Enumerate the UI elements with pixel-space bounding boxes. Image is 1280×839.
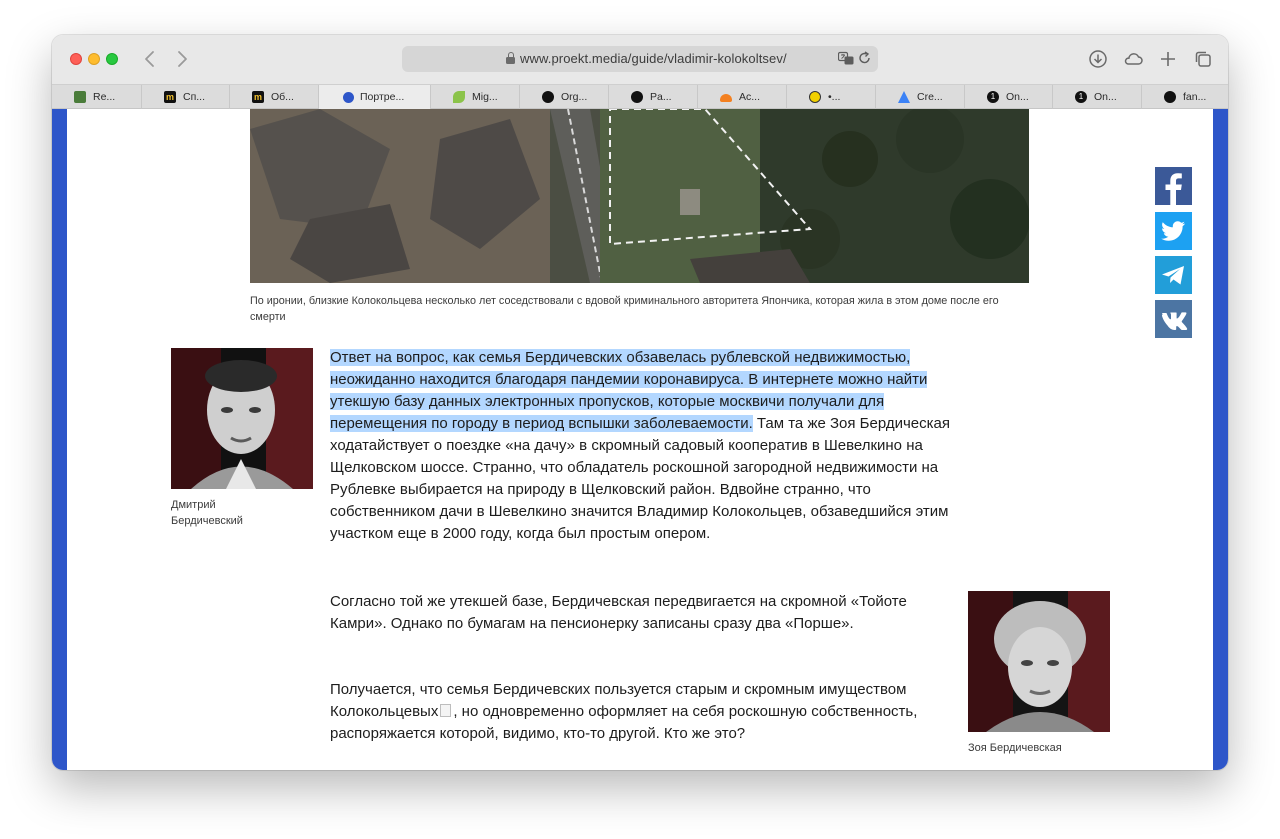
close-window-button[interactable]: [70, 53, 82, 65]
tab-bar: [52, 84, 1228, 109]
smile-favicon-icon: [809, 91, 821, 103]
greenish-favicon-icon: [74, 91, 86, 103]
browser-toolbar: [52, 35, 1228, 84]
tab-10[interactable]: Cre...: [875, 85, 964, 109]
chevron-right-icon: [170, 47, 194, 71]
lock-icon: [506, 52, 515, 64]
cloud-favicon-icon: [720, 94, 732, 102]
site-left-border: [52, 109, 67, 770]
twitter-icon: [1155, 212, 1192, 250]
github-icon: [1164, 91, 1176, 103]
chevron-left-icon: [138, 47, 162, 71]
portrait1-caption: Дмитрий Бердичевский: [171, 499, 243, 527]
tab-overview-icon[interactable]: [1192, 48, 1214, 70]
tab-3[interactable]: m Об...: [229, 85, 318, 109]
address-bar[interactable]: [402, 46, 878, 72]
tab-7[interactable]: Pa...: [608, 85, 697, 109]
tab-1[interactable]: Re...: [52, 85, 141, 109]
facebook-icon: [1155, 167, 1192, 205]
image-caption: По иронии, близкие Колокольцева несколько лет соседствовали с вдовой криминального авторитета Япончика, которая жила в этом доме после его смерти: [250, 295, 999, 323]
vk-icon: [1155, 300, 1192, 338]
twitter-share-button[interactable]: [1155, 212, 1192, 250]
vk-share-button[interactable]: [1155, 300, 1192, 338]
zoom-window-button[interactable]: [106, 53, 118, 65]
downloads-icon[interactable]: [1087, 48, 1109, 70]
portrait-zoya-berdichevskaya: [968, 591, 1110, 732]
tab-8[interactable]: Ac...: [697, 85, 786, 109]
blue-dot-favicon-icon: [343, 92, 354, 103]
tab-12[interactable]: 1 On...: [1052, 85, 1141, 109]
back-button[interactable]: [138, 47, 162, 71]
one-favicon-icon: 1: [987, 91, 999, 103]
tab-13[interactable]: fan...: [1141, 85, 1228, 109]
tab-6[interactable]: Org...: [519, 85, 608, 109]
tab-4-active[interactable]: Портре...: [318, 85, 430, 109]
tab-9[interactable]: •...: [786, 85, 875, 109]
m-favicon-icon: m: [253, 92, 262, 102]
forward-button[interactable]: [170, 47, 194, 71]
leaf-favicon-icon: [453, 91, 465, 103]
github-icon: [542, 91, 554, 103]
github-icon: [631, 91, 643, 103]
tab-11[interactable]: 1 On...: [964, 85, 1052, 109]
article-paragraph-2: Согласно той же утекшей базе, Бердичевская передвигается на скромной «Тойоте Камри». Однако по бумагам на пенсионерку записаны сразу два «Порше».: [330, 593, 907, 632]
site-right-border: [1213, 109, 1228, 770]
portrait-dmitry-berdichevsky: [171, 348, 313, 489]
triangle-favicon-icon: [898, 91, 910, 103]
m-favicon-icon: m: [165, 92, 174, 102]
reload-icon[interactable]: [858, 49, 872, 67]
tab-2[interactable]: m Сп...: [141, 85, 229, 109]
selected-text[interactable]: Ответ на вопрос, как семья Бердичевских обзавелась рублевской недвижимостью, неожиданно находится благодаря пандемии коронавируса. В интернете можно найти утекшую базу данных электронных пропусков, которые москвичи получали для перемещения по городу в период вспышки заболеваемости.: [330, 349, 928, 432]
article-paragraph-3: Получается, что семья Бердичевских пользуется старым и скромным имуществом Колокольцевых , но одновременно оформляет на себя роскошную собственность, распоряжается которой, видимо, кто-то другой. Кто же это?: [330, 681, 918, 742]
facebook-share-button[interactable]: [1155, 167, 1192, 205]
portrait2-caption: Зоя Бердичевская: [968, 742, 1062, 754]
one-favicon-icon: 1: [1075, 91, 1087, 103]
article-paragraph-1: Ответ на вопрос, как семья Бердичевских обзавелась рублевской недвижимостью, неожиданно находится благодаря пандемии коронавируса. В интернете можно найти утекшую базу данных электронных пропусков, которые москвичи получали для перемещения по городу в период вспышки заболеваемости. Там та же Зоя Бердическая ходатайствует о поездке «на дачу» в скромный садовый кооператив в Шевелкино на Щелковском шоссе. Странно, что обладатель роскошной загородной недвижимости на Рублевке выбирается на природу в Щелковский район. Вдвойне странно, что собственником дачи в Шевелкино значится Владимир Колокольцев, обзаведшийся этим участком еще в 2000 году, когда был простым опером.: [330, 349, 951, 542]
page-content[interactable]: [52, 109, 1228, 770]
document-footnote-icon[interactable]: [440, 704, 451, 717]
telegram-icon: [1155, 256, 1192, 294]
tab-5[interactable]: Mig...: [430, 85, 519, 109]
icloud-icon[interactable]: [1122, 48, 1144, 70]
satellite-map-image: [250, 109, 1029, 283]
telegram-share-button[interactable]: [1155, 256, 1192, 294]
new-tab-plus-icon[interactable]: [1157, 48, 1179, 70]
translate-icon[interactable]: [838, 51, 854, 66]
browser-window: [52, 35, 1228, 770]
minimize-window-button[interactable]: [88, 53, 100, 65]
url-text[interactable]: www.proekt.media/guide/vladimir-kolokoltsev/: [520, 51, 787, 66]
